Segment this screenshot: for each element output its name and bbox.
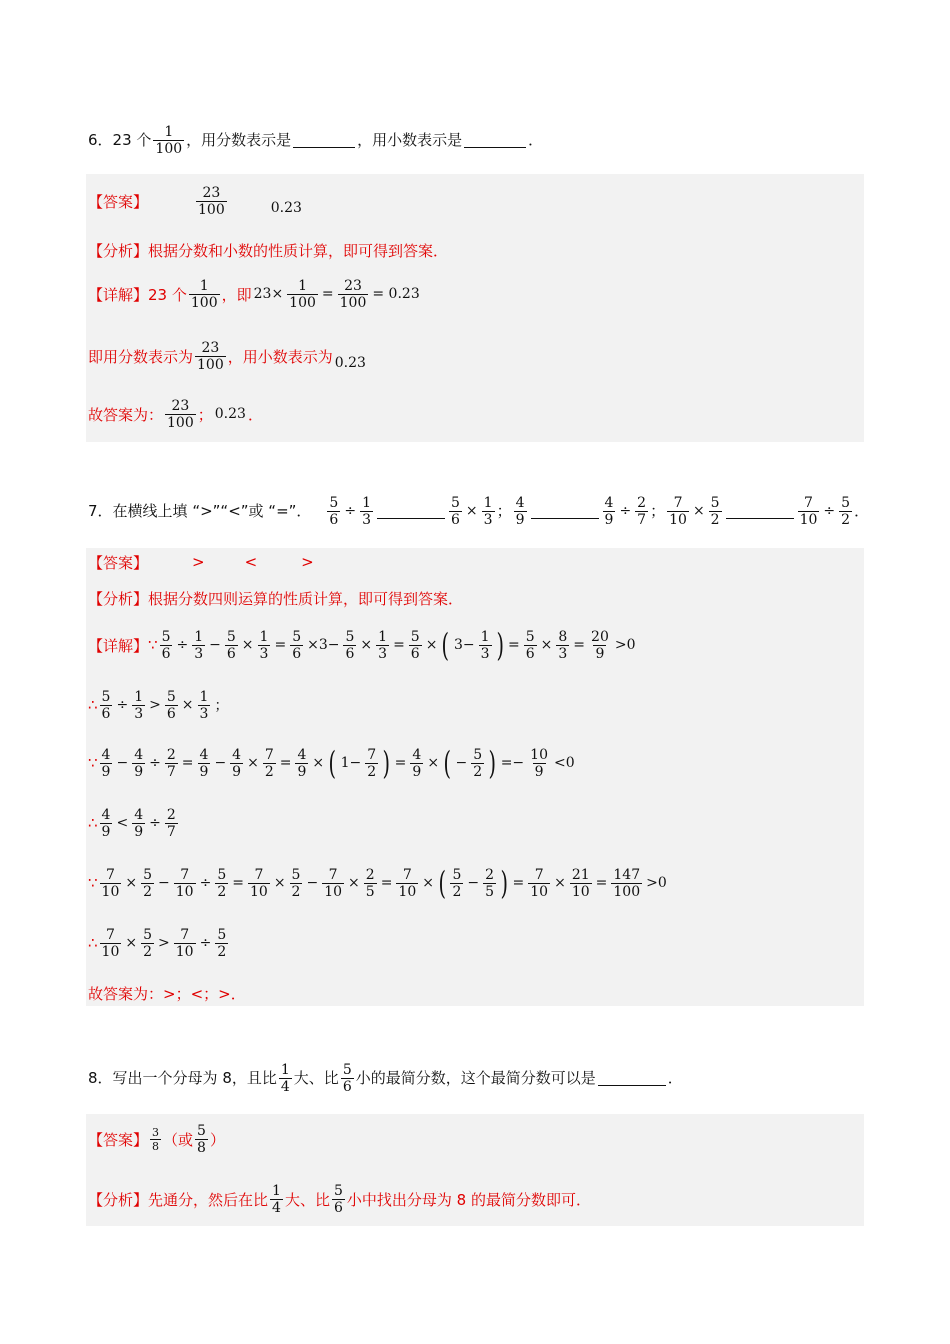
- detail-line: ∵ $\frac{4}{9}$ − $\frac{4}{9}$ ÷ $\frac{2}{7}$ = $\frac{4}{9}$ − $\frac{4}{9}$ × $\frac{7}{2}$ = $\frac{4}{9}$ × ( 1− $\frac{7}{2}$ ) = $\frac{4}{9}$ × ( − $\frac{5}{2}$ ) =− $\frac{10}{9}$ <0: [88, 744, 575, 782]
- fraction: $\frac{5}{6}$: [525, 628, 535, 662]
- answer-blank[interactable]: [293, 133, 355, 148]
- conclusion-line: ∴ $\frac{7}{10}$ × $\frac{5}{2}$ > $\frac{7}{10}$ ÷ $\frac{5}{2}$: [88, 926, 227, 960]
- fraction: $\frac{5}{2}$: [143, 926, 153, 960]
- fraction: $\frac{2}{5}$: [485, 866, 495, 900]
- fraction: $\frac{5}{2}$: [143, 866, 153, 900]
- solution-box-6: [86, 174, 864, 442]
- answer-blank[interactable]: [464, 133, 526, 148]
- fraction: $\frac{1}{3}$: [194, 628, 204, 662]
- fraction: $\frac{23}{100}$: [339, 277, 367, 311]
- answer-line: 【答案】 > < >: [88, 553, 314, 572]
- conclusion-line: ∴ $\frac{4}{9}$ < $\frac{4}{9}$ ÷ $\frac{2}{7}$: [88, 806, 176, 840]
- answer-blank[interactable]: [531, 504, 599, 519]
- analysis-line: 【分析】 根据分数四则运算的性质计算，即可得到答案．: [88, 589, 464, 608]
- fraction: $\frac{1}{3}$: [199, 688, 209, 722]
- fraction: $\frac{5}{6}$: [226, 628, 236, 662]
- fraction: $\frac{20}{9}$: [591, 628, 609, 662]
- fraction: $\frac{147}{100}$: [613, 866, 641, 900]
- fraction: $\frac{10}{9}$: [530, 746, 548, 780]
- final-answer-line: 故答案为： $\frac{23}{100}$ ； 0.23 ．: [88, 397, 263, 431]
- fraction: $\frac{5}{2}$: [291, 866, 301, 900]
- fraction: $\frac{5}{6}$: [345, 628, 355, 662]
- fraction: $\frac{5}{2}$: [452, 866, 462, 900]
- answer-blank[interactable]: [598, 1071, 666, 1086]
- fraction: $\frac{7}{2}$: [367, 746, 377, 780]
- answer-line: 【答案】 $\frac{3}{8}$ （或 $\frac{5}{8}$ ）: [88, 1122, 225, 1156]
- fraction: $\frac{21}{10}$: [571, 866, 590, 900]
- fraction: $\frac{1}{3}$: [480, 628, 490, 662]
- fraction: $\frac{4}{9}$: [297, 746, 307, 780]
- fraction: $\frac{5}{6}$: [101, 688, 111, 722]
- solution-box-7: [86, 548, 864, 1006]
- fraction: $\frac{5}{6}$: [410, 628, 420, 662]
- question-7: 7． 在横线上填 “>”“<”或 “=”． $\frac{5}{6}$ ÷ $\frac{1}{3}$ $\frac{5}{6}$ × $\frac{1}{3}$ ； $\frac{4}{9}$ $\frac{4}{9}$ ÷ $\frac{2}{7}$ ； $\frac{7}{10}$ × $\frac{5}{2}$ $\frac{7}{10}$ ÷ $\frac{5}{2}$ ．: [88, 494, 870, 528]
- detail-line: 【详解】 ∵ $\frac{5}{6}$ ÷ $\frac{1}{3}$ − $\frac{5}{6}$ × $\frac{1}{3}$ = $\frac{5}{6}$ ×3− $\frac{5}{6}$ × $\frac{1}{3}$ = $\frac{5}{6}$ × ( 3− $\frac{1}{3}$ ) = $\frac{5}{6}$ × $\frac{8}{3}$ = $\frac{20}{9}$ >0: [88, 626, 636, 664]
- fraction: $\frac{7}{10}$: [398, 866, 417, 900]
- fraction: $\frac{1}{3}$: [378, 628, 388, 662]
- fraction: $\frac{8}{3}$: [558, 628, 568, 662]
- fraction: $\frac{4}{9}$: [134, 806, 144, 840]
- fraction: $\frac{5}{2}$: [473, 746, 483, 780]
- fraction: $\frac{2}{7}$: [166, 746, 176, 780]
- solution-box-8: [86, 1114, 864, 1226]
- final-answer-line: 故答案为：>；<；>．: [88, 984, 246, 1003]
- fraction: $\frac{4}{9}$: [199, 746, 209, 780]
- fraction: $\frac{4}{9}$: [412, 746, 422, 780]
- fraction: $\frac{5}{2}$: [217, 866, 227, 900]
- fraction: $\frac{7}{10}$: [175, 866, 194, 900]
- fraction: $\frac{7}{10}$: [324, 866, 343, 900]
- question-6: 6． 23 个 $\frac{1}{100}$ ，用分数表示是 ，用小数表示是 ．: [88, 123, 544, 157]
- fraction: $\frac{1}{3}$: [134, 688, 144, 722]
- question-8: 8． 写出一个分母为 8，且比 $\frac{1}{4}$ 大、比 $\frac{5}{6}$ 小的最简分数，这个最简分数可以是 ．: [88, 1061, 683, 1095]
- fraction: $\frac{4}{9}$: [134, 746, 144, 780]
- fraction: $\frac{7}{10}$: [175, 926, 194, 960]
- answer-line: 【答案】 $\frac{23}{100}$ 0.23: [88, 184, 302, 218]
- fraction: $\frac{1}{3}$: [259, 628, 269, 662]
- fraction: $\frac{7}{10}$: [530, 866, 549, 900]
- analysis-line: 【分析】 先通分，然后在比 $\frac{1}{4}$ 大、比 $\frac{5}{6}$ 小中找出分母为 8 的最简分数即可．: [88, 1182, 591, 1216]
- answer-blank[interactable]: [377, 504, 445, 519]
- fraction: $\frac{1}{100}$: [289, 277, 316, 311]
- fraction: $\frac{4}{9}$: [101, 806, 111, 840]
- conclusion-line: ∴ $\frac{5}{6}$ ÷ $\frac{1}{3}$ > $\frac{5}{6}$ × $\frac{1}{3}$ ；: [88, 688, 229, 722]
- fraction: $\frac{5}{6}$: [166, 688, 176, 722]
- fraction: $\frac{23}{100}$: [197, 339, 224, 373]
- fraction: $\frac{2}{7}$: [166, 806, 176, 840]
- fraction: $\frac{1}{100}$: [190, 277, 218, 311]
- fraction: $\frac{23}{100}$: [198, 184, 225, 218]
- fraction: $\frac{7}{2}$: [264, 746, 274, 780]
- answer-blank[interactable]: [726, 504, 794, 519]
- detail-line: 【详解】 23 个 $\frac{1}{100}$ ，即 23× $\frac{1}{100}$ = $\frac{23}{100}$ = 0.23: [88, 277, 420, 311]
- fraction: $\frac{7}{10}$: [249, 866, 268, 900]
- fraction: $\frac{23}{100}$: [167, 397, 194, 431]
- fraction: $\frac{1}{100}$: [155, 123, 183, 157]
- fraction: $\frac{5}{6}$: [292, 628, 302, 662]
- fraction: $\frac{5}{2}$: [217, 926, 227, 960]
- fraction: $\frac{4}{9}$: [232, 746, 242, 780]
- fraction: $\frac{7}{10}$: [101, 926, 120, 960]
- fraction: $\frac{4}{9}$: [101, 746, 111, 780]
- analysis-line: 【分析】 根据分数和小数的性质计算，即可得到答案．: [88, 241, 449, 260]
- detail-line: ∵ $\frac{7}{10}$ × $\frac{5}{2}$ − $\frac{7}{10}$ ÷ $\frac{5}{2}$ = $\frac{7}{10}$ × $\frac{5}{2}$ − $\frac{7}{10}$ × $\frac{2}{5}$ = $\frac{7}{10}$ × ( $\frac{5}{2}$ − $\frac{2}{5}$ ) = $\frac{7}{10}$ × $\frac{21}{10}$ = $\frac{147}{100}$ >0: [88, 864, 667, 902]
- result-line: 即用分数表示为 $\frac{23}{100}$ ，用小数表示为 0.23: [88, 339, 366, 373]
- fraction: $\frac{7}{10}$: [101, 866, 120, 900]
- fraction: $\frac{5}{6}$: [161, 628, 171, 662]
- fraction: $\frac{2}{5}$: [365, 866, 375, 900]
